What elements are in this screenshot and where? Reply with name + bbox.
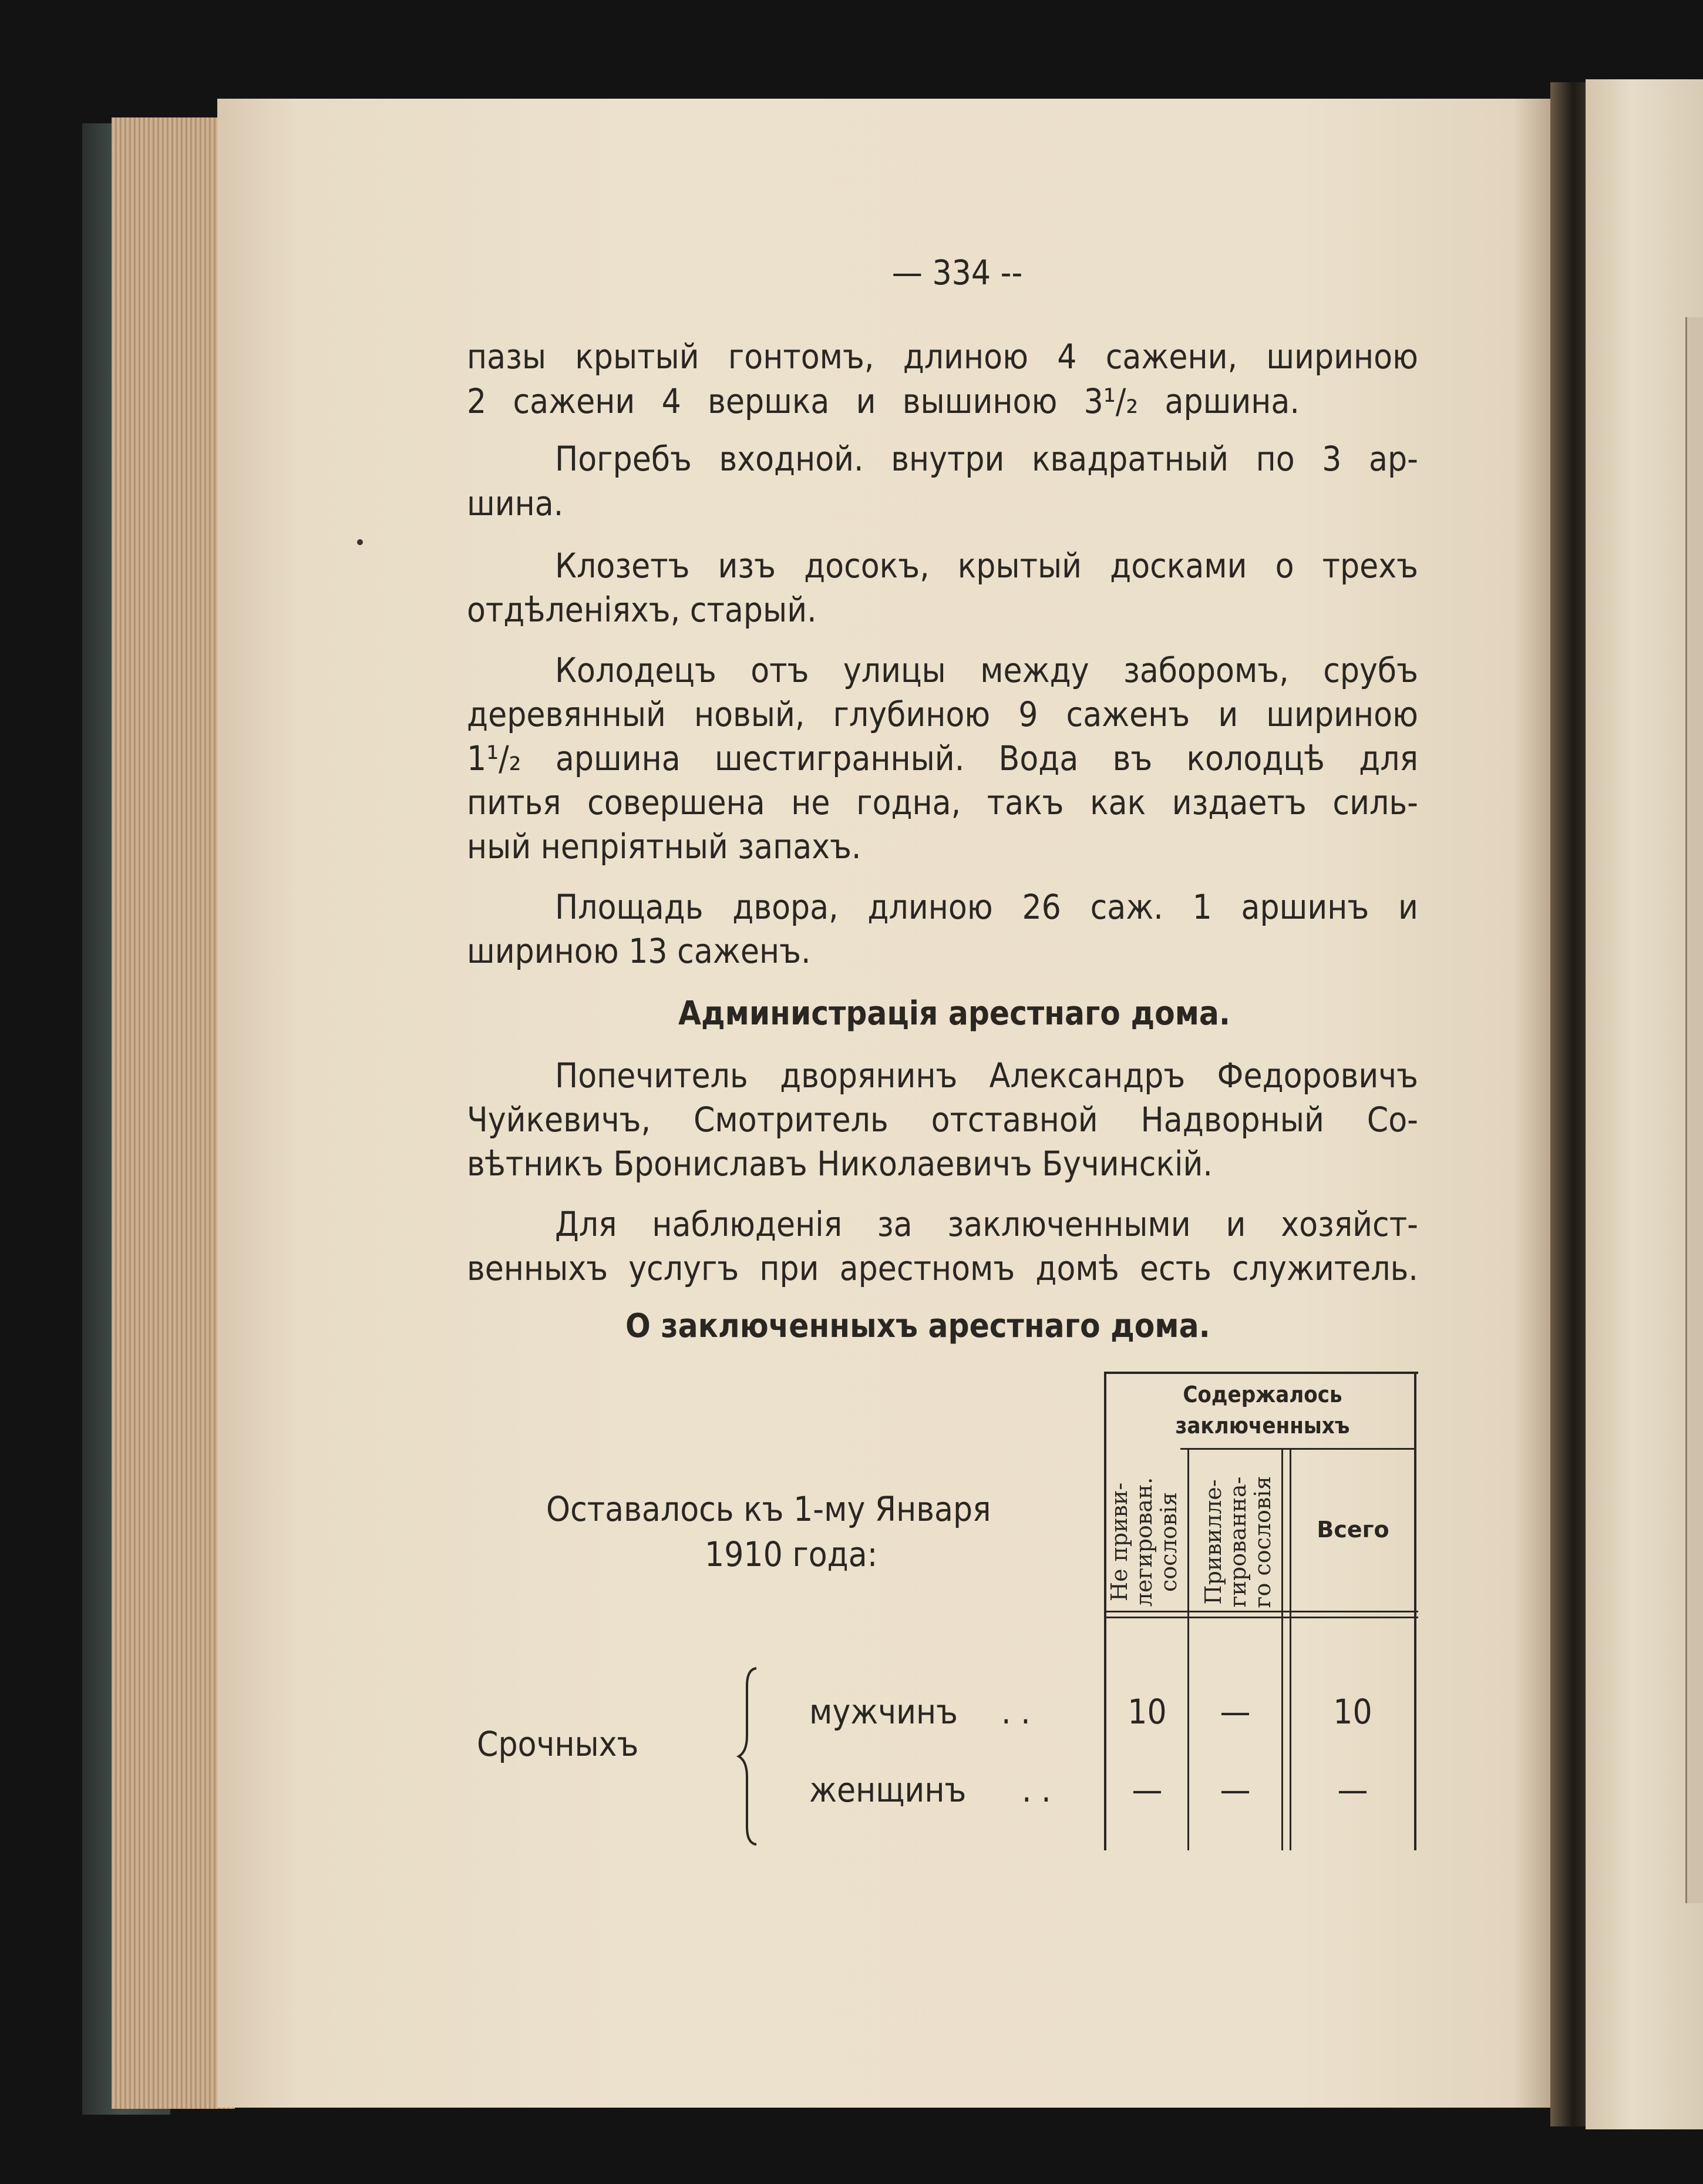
table-row-caption: 1910 года: — [705, 1534, 878, 1574]
word: не — [791, 782, 830, 822]
curly-brace — [734, 1662, 769, 1850]
word: Федоровичъ — [1217, 1056, 1418, 1096]
word: сажени — [513, 381, 635, 421]
table-group-rule — [1180, 1448, 1415, 1450]
text-line: шириною 13 саженъ. — [467, 931, 811, 971]
word: служитель. — [1231, 1248, 1418, 1288]
word: крытый — [957, 546, 1082, 586]
word: сажени, — [1105, 337, 1238, 377]
text-line: отдѣленіяхъ, старый. — [467, 590, 817, 630]
word: шириною — [1266, 337, 1418, 377]
word: как — [1090, 782, 1146, 822]
word: Чуйкевичъ, — [467, 1100, 651, 1140]
word: Со- — [1367, 1100, 1418, 1140]
word: силь- — [1332, 782, 1418, 822]
cell-total: 10 — [1333, 1692, 1372, 1732]
text-line: вѣтникъ Брониславъ Николаевичъ Бучинскій. — [467, 1144, 1213, 1184]
word: 26 — [1022, 887, 1061, 927]
word: саженъ — [1066, 694, 1190, 734]
section-heading: Администрація арестнаго дома. — [678, 994, 1231, 1033]
word: наблюденія — [652, 1204, 843, 1244]
word: и — [856, 381, 876, 421]
cell-non-privileged: 10 — [1128, 1692, 1167, 1732]
text-line — [467, 1248, 1418, 1288]
text-line — [555, 650, 1418, 690]
word: длиною — [903, 337, 1029, 377]
cell-privileged: — — [1220, 1770, 1251, 1810]
word: улицы — [843, 650, 946, 690]
text-line — [467, 1100, 1418, 1140]
word: колодцѣ — [1186, 738, 1325, 778]
cell-non-privileged: — — [1132, 1770, 1163, 1810]
word: за — [877, 1204, 913, 1244]
word: для — [1359, 738, 1418, 778]
word: и — [1226, 1204, 1246, 1244]
word: гонтомъ, — [728, 337, 874, 377]
word: Клозетъ — [555, 546, 690, 586]
cell-privileged: — — [1220, 1692, 1251, 1732]
word: 9 — [1018, 694, 1038, 734]
word: 2 — [467, 381, 487, 421]
word: шириною — [1266, 694, 1418, 734]
table-group-header: заключенныхъ — [1175, 1413, 1350, 1439]
page-edges — [112, 117, 235, 2109]
table-row-caption: Оставалось къ 1-му Января — [546, 1489, 991, 1529]
word: совершена — [587, 782, 765, 822]
word: Надворный — [1140, 1100, 1324, 1140]
word: домѣ — [1035, 1248, 1119, 1288]
word: аршинъ — [1241, 887, 1369, 927]
word: въ — [1112, 738, 1153, 778]
facing-page-edge — [1685, 317, 1703, 1903]
word: Погребъ — [555, 439, 692, 479]
cell-total: — — [1337, 1770, 1368, 1810]
word: 4 — [1057, 337, 1077, 377]
paper-speck — [357, 539, 363, 545]
word: срубъ — [1323, 650, 1418, 690]
word: новый, — [694, 694, 805, 734]
word: входной. — [719, 439, 864, 479]
column-header-non-privileged: Не приви- легирован. сословія — [1106, 1477, 1182, 1607]
word: такъ — [987, 782, 1064, 822]
word: 1 — [1192, 887, 1212, 927]
word: питья — [467, 782, 561, 822]
word: и — [1218, 694, 1238, 734]
word: изъ — [718, 546, 776, 586]
row-label: мужчинъ — [809, 1692, 958, 1732]
word: Колодецъ — [555, 650, 716, 690]
text-line: шина. — [467, 483, 564, 523]
text-line — [467, 782, 1418, 822]
word: годна, — [856, 782, 961, 822]
word: крытый — [575, 337, 699, 377]
word: трехъ — [1322, 546, 1418, 586]
table-group-header: Содержалось — [1183, 1382, 1342, 1407]
word: арестномъ — [839, 1248, 1015, 1288]
text-line — [467, 381, 1300, 421]
word: издаетъ — [1172, 782, 1307, 822]
word: Для — [555, 1204, 617, 1244]
word: 4 — [661, 381, 681, 421]
word: досками — [1110, 546, 1247, 586]
text-line — [555, 1056, 1418, 1096]
word: квадратный — [1031, 439, 1229, 479]
word: Попечитель — [555, 1056, 748, 1096]
word: длиною — [867, 887, 993, 927]
word: есть — [1139, 1248, 1211, 1288]
word: 3 — [1322, 439, 1342, 479]
word: пазы — [467, 337, 547, 377]
text-line — [467, 694, 1418, 734]
table-top-rule — [1104, 1372, 1418, 1374]
word: Александръ — [989, 1056, 1186, 1096]
word: вершка — [708, 381, 830, 421]
word: дворянинъ — [780, 1056, 958, 1096]
word: 1¹/₂ — [467, 738, 521, 778]
word: шестигранный. — [714, 738, 965, 778]
text-line — [555, 546, 1418, 586]
word: отставной — [931, 1100, 1098, 1140]
word: венныхъ — [467, 1248, 608, 1288]
word: отъ — [750, 650, 809, 690]
word: внутри — [891, 439, 1005, 479]
word: досокъ, — [804, 546, 930, 586]
word: Площадь — [555, 887, 704, 927]
text-line — [467, 337, 1418, 377]
page-number: — 334 -- — [891, 253, 1023, 293]
text-line — [555, 1204, 1418, 1244]
row-label: женщинъ — [809, 1770, 967, 1810]
word: Смотритель — [693, 1100, 888, 1140]
row-dots: . . — [1001, 1692, 1031, 1732]
text-line: ный непріятный запахъ. — [467, 826, 861, 866]
word: двора, — [732, 887, 839, 927]
text-line — [555, 439, 1418, 479]
column-header-total: Всего — [1317, 1517, 1389, 1543]
word: хозяйст- — [1281, 1204, 1418, 1244]
section-heading: О заключенныхъ арестнаго дома. — [625, 1307, 1210, 1345]
word: о — [1275, 546, 1294, 586]
text-line — [467, 738, 1418, 778]
row-group-label: Срочныхъ — [477, 1724, 639, 1764]
text-line — [555, 887, 1418, 927]
word: заключенными — [947, 1204, 1191, 1244]
table-col-divider — [1281, 1448, 1283, 1850]
word: услугъ — [628, 1248, 739, 1288]
word: по — [1256, 439, 1295, 479]
word: при — [759, 1248, 819, 1288]
row-dots: . . — [1022, 1770, 1051, 1810]
column-header-privileged: Привилле- гированна- го сословія — [1200, 1476, 1275, 1608]
word: ар- — [1369, 439, 1418, 479]
word: саж. — [1090, 887, 1163, 927]
word: вышиною — [902, 381, 1058, 421]
word: и — [1398, 887, 1418, 927]
word: между — [980, 650, 1089, 690]
word: Вода — [998, 738, 1079, 778]
word: заборомъ, — [1123, 650, 1289, 690]
word: аршина. — [1164, 381, 1300, 421]
word: аршина — [555, 738, 681, 778]
word: 3¹/₂ — [1083, 381, 1139, 421]
word: деревянный — [467, 694, 666, 734]
word: глубиною — [833, 694, 991, 734]
